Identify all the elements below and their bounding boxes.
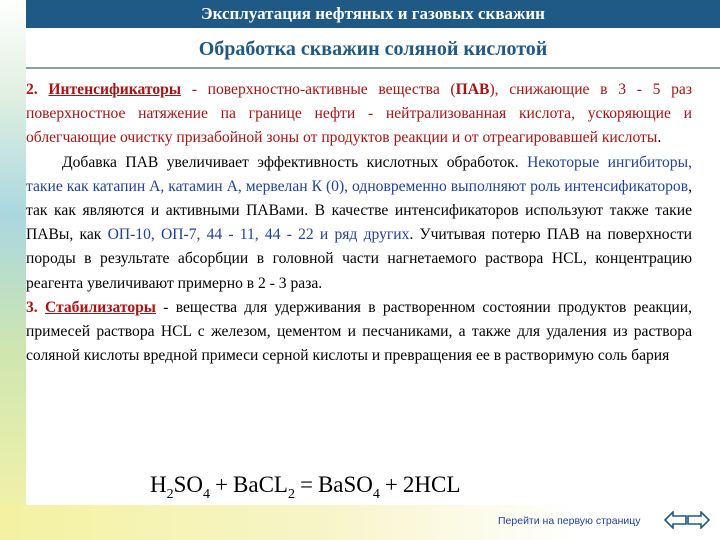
first-page-link[interactable]: Перейти на первую страницу — [498, 515, 641, 527]
period: . — [657, 129, 662, 147]
chemical-equation — [150, 472, 460, 503]
paragraph-intensifiers — [26, 78, 692, 151]
term-stabilizers: Стабилизаторы — [44, 298, 156, 316]
formula-operator: = — [299, 472, 313, 497]
header-title: Эксплуатация нефтяных и газовых скважин — [201, 4, 545, 23]
formula-operator: + — [384, 472, 398, 497]
formula-term: SO — [173, 472, 204, 497]
pav-blue-b: ОП-10, ОП-7, 44 - 11, 44 - 22 и ряд других — [107, 226, 410, 244]
abbr-pav: ПАВ — [455, 81, 490, 98]
item-number: 3. — [26, 298, 38, 316]
pav-text-b: , так как являются и активными ПАВами. В качестве интенсификаторов используют также такие ПАВы, как — [26, 177, 692, 244]
pav-text-c: . Учитывая потерю ПАВ на поверхности породы в результате абсорбции в головной части нагнетаемого раствора HCL, концентрацию реагента увеличивают примерно в 2 - 3 раза. — [26, 226, 692, 292]
header-bar — [26, 0, 720, 28]
paragraph-stabilizers — [26, 296, 692, 369]
formula-term: 2HCL — [402, 472, 461, 497]
formula-subscript: 4 — [203, 487, 211, 502]
title-divider — [26, 67, 720, 69]
stabilizers-text: - вещества для удерживания в растворенном состоянии продуктов реакции, примесей раствора HCL с железом, цементом и песчаниками, а также для удаления из раствора соляной кислоты вредной примеси серной кислоты и превращения ее в растворимую соль бария — [26, 298, 693, 365]
formula-operator: + — [215, 472, 229, 497]
dash: - — [191, 81, 197, 98]
term-intensifiers: Интенсификаторы — [48, 81, 182, 98]
formula-subscript: 4 — [372, 487, 380, 502]
intensifiers-text-a: поверхностно-активные вещества ( — [207, 81, 456, 98]
formula-term: BaSO — [317, 472, 373, 497]
left-decor-strip — [0, 0, 26, 540]
paragraph-pav — [26, 151, 692, 296]
formula-term: H — [150, 472, 167, 497]
pav-text-a: Добавка ПАВ увеличивает эффективность кислотных обработок. — [62, 153, 519, 171]
pav-blue-a: Некоторые ингибиторы, такие как катапин А, катамин А, мервелан К (0), одновременно выполняют роль интенсификаторов — [26, 153, 692, 195]
item-number: 2. — [26, 81, 38, 98]
slide-title: Обработка скважин соляной кислотой — [198, 38, 548, 60]
formula-subscript: 2 — [166, 487, 174, 502]
double-arrow-icon[interactable] — [664, 511, 710, 529]
formula-term: BaCL — [233, 472, 288, 497]
intensifiers-text-b: ), снижающие в 3 - 5 раз поверхностное натяжение па границе нефти - нейтрализованная кислота, ускоряющие и облегчающие очистку призабойной зоны от продуктов реакции и от отреагировавшей кислоты — [26, 81, 692, 147]
slide-content — [26, 78, 692, 368]
formula-subscript: 2 — [287, 487, 295, 502]
